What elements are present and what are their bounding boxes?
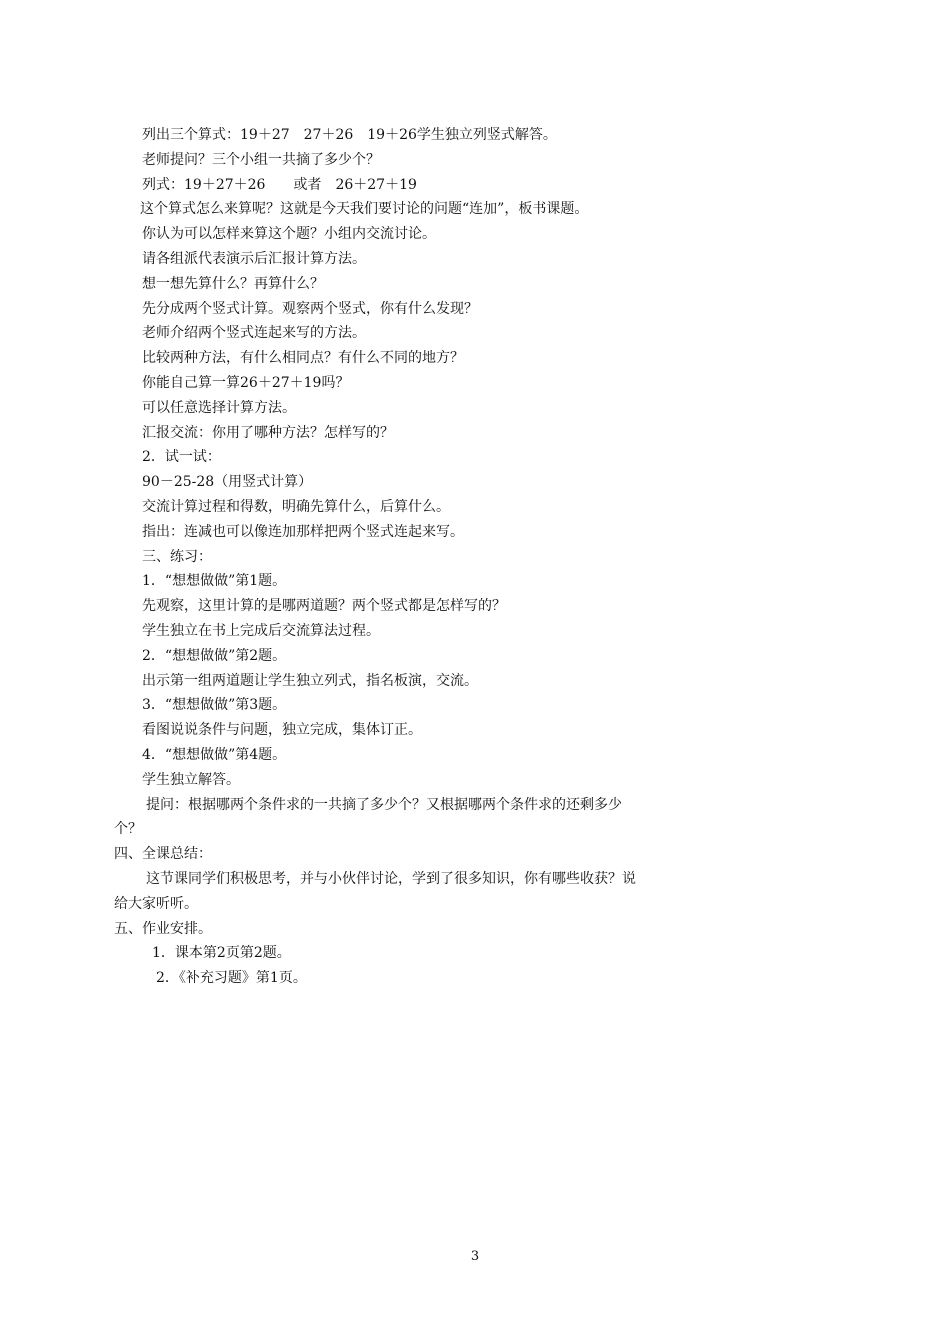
text-line: 列式：19＋27＋26 或者 26＋27＋19	[142, 176, 417, 193]
text-line: 汇报交流：你用了哪种方法？怎样写的？	[142, 424, 394, 441]
text-line: 提问：根据哪两个条件求的一共摘了多少个？又根据哪两个条件求的还剩多少	[146, 796, 622, 813]
text-line: 你能自己算一算26＋27＋19吗？	[142, 374, 350, 391]
text-line: 90－25-28（用竖式计算）	[142, 474, 313, 491]
text-line: 2．试一试：	[142, 449, 221, 466]
text-line: 这节课同学们积极思考，并与小伙伴讨论，学到了很多知识，你有哪些收获？说	[146, 870, 636, 887]
text-line: 可以任意选择计算方法。	[142, 399, 296, 416]
text-line: 先观察，这里计算的是哪两道题？两个竖式都是怎样写的？	[142, 598, 506, 615]
text-line: 学生独立在书上完成后交流算法过程。	[142, 622, 380, 639]
text-line: 3．“想想做做”第3题。	[142, 697, 287, 714]
text-line: 比较两种方法，有什么相同点？有什么不同的地方？	[142, 350, 464, 367]
text-line: 个？	[114, 821, 142, 838]
text-line: 先分成两个竖式计算。观察两个竖式，你有什么发现？	[142, 300, 478, 317]
text-line: 2．“想想做做”第2题。	[142, 647, 287, 664]
text-line: 指出：连减也可以像连加那样把两个竖式连起来写。	[142, 523, 464, 540]
text-line: 2．《补充习题》第1页。	[156, 970, 307, 987]
text-line: 给大家听听。	[114, 895, 198, 912]
text-line: 4．“想想做做”第4题。	[142, 746, 287, 763]
section-heading: 四、全课总结：	[114, 846, 212, 863]
section-heading: 三、练习：	[142, 548, 212, 565]
text-line: 出示第一组两道题让学生独立列式，指名板演，交流。	[142, 672, 478, 689]
text-line: 1．“想想做做”第1题。	[142, 573, 287, 590]
document-body	[114, 123, 734, 991]
text-line: 列出三个算式：19＋27 27＋26 19＋26学生独立列竖式解答。	[142, 127, 557, 143]
page-number: 3	[470, 1249, 480, 1264]
text-line: 看图说说条件与问题，独立完成，集体订正。	[142, 722, 422, 739]
text-line: 学生独立解答。	[142, 771, 240, 788]
text-line: 这个算式怎么来算呢？这就是今天我们要讨论的问题“连加”，板书课题。	[140, 201, 589, 218]
text-line: 交流计算过程和得数，明确先算什么，后算什么。	[142, 498, 450, 515]
text-line: 请各组派代表演示后汇报计算方法。	[142, 250, 366, 267]
text-line: 1．课本第2页第2题。	[152, 945, 291, 962]
text-line: 想一想先算什么？再算什么？	[142, 275, 324, 292]
text-line: 你认为可以怎样来算这个题？小组内交流讨论。	[142, 226, 436, 243]
section-heading: 五、作业安排。	[114, 920, 212, 937]
text-line: 老师介绍两个竖式连起来写的方法。	[142, 325, 366, 342]
text-line: 老师提问？三个小组一共摘了多少个？	[142, 151, 380, 168]
